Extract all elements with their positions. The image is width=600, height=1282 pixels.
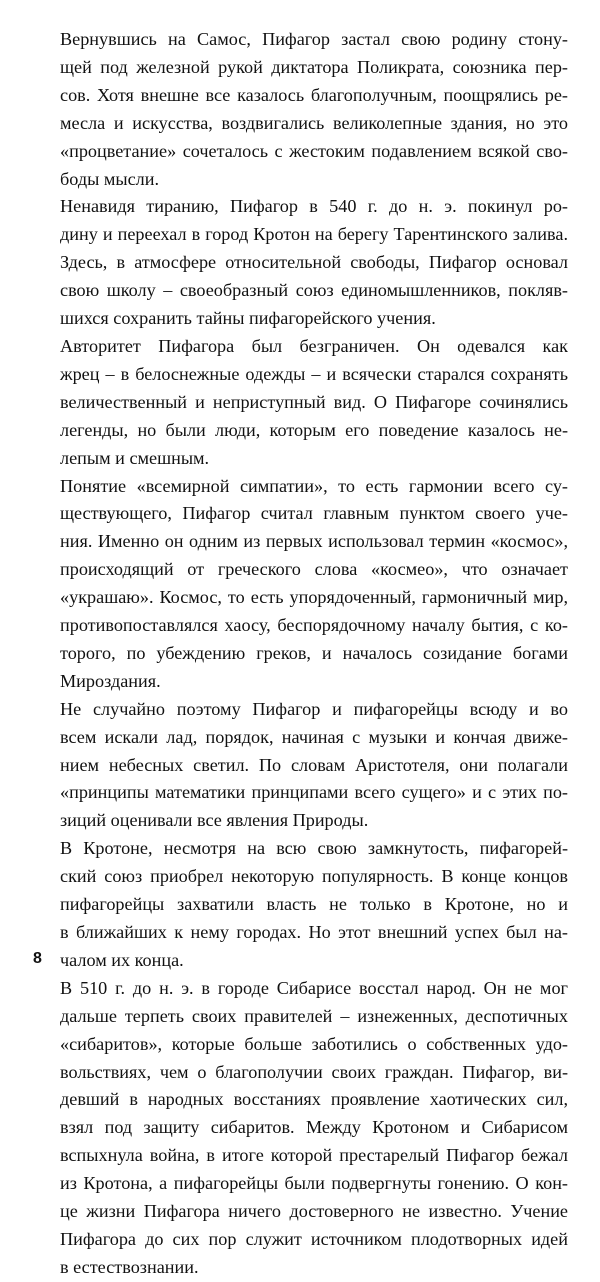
text-line: девший в народных восстаниях проявление хаотических сил, (60, 1089, 568, 1110)
text-line: Вернувшись на Самос, Пифагор застал свою родину стону- (60, 29, 568, 49)
text-line: противопоставлялся хаосу, беспорядочному началу бытия, с ко- (60, 615, 568, 636)
text-line: жрец – в белоснежные одежды – и всячески старался сохранять (60, 363, 568, 384)
text-line: свою школу – своеобразный союз единомышленников, покляв- (60, 280, 568, 301)
text-line: дальше терпеть своих правителей – изнеженных, деспотичных (60, 1005, 568, 1026)
text-line: легенды, но были люди, которым его поведение казалось не- (60, 419, 568, 440)
paragraph-1 (32, 26, 568, 193)
text-line: Авторитет Пифагора был безграничен. Он одевался как (60, 335, 568, 356)
text-line: шихся сохранить тайны пифагорейского учения. (60, 308, 436, 329)
text-line: нием небесных светил. По словам Аристотеля, они полагали (60, 754, 568, 775)
text-line: вспыхнула война, в итоге которой престарелый Пифагор бежал (60, 1145, 568, 1166)
text-line: «процветание» сочеталось с жестоким подавлением всякой сво- (60, 140, 568, 161)
text-line: Понятие «всемирной симпатии», то есть гармонии всего су- (60, 475, 568, 496)
text-line: ский союз приобрел некоторую популярность. В конце концов (60, 866, 568, 887)
text-line: В 510 г. до н. э. в городе Сибарисе восстал народ. Он не мог (60, 977, 568, 998)
text-line: Здесь, в атмосфере относительной свободы, Пифагор основал (60, 252, 568, 273)
text-line: боды мысли. (60, 168, 160, 189)
text-line: лепым и смешным. (60, 447, 210, 468)
text-line: взял под защиту сибаритов. Между Кротоном и Сибарисом (60, 1117, 568, 1138)
text-line: величественный и неприступный вид. О Пифагоре сочинялись (60, 391, 568, 412)
text-line: Не случайно поэтому Пифагор и пифагорейцы всюду и во (60, 698, 568, 719)
text-line: Мироздания. (60, 670, 161, 691)
text-line: «украшаю». Космос, то есть упорядоченный, гармоничный мир, (60, 587, 568, 608)
text-line: чалом их конца. (60, 949, 184, 970)
text-line: вольствиях, чем о благополучии своих граждан. Пифагор, ви- (60, 1061, 568, 1082)
page-number: 8 (33, 950, 42, 967)
paragraph-2 (32, 193, 568, 333)
text-line: «сибаритов», которые больше заботились о собственных удо- (60, 1033, 568, 1054)
text-line: происходящий от греческого слова «космео», что означает (60, 559, 568, 580)
text-line: зиций оценивали все явления Природы. (60, 810, 369, 831)
text-line: сов. Хотя внешне все казалось благополучным, поощрялись ре- (60, 84, 568, 105)
text-line: пифагорейцы захватили власть не только в Кротоне, но и (60, 894, 568, 915)
text-line: дину и переехал в город Кротон на берегу Тарентинского залива. (60, 224, 568, 245)
paragraph-5 (32, 696, 568, 836)
text-line: щей под железной рукой диктатора Поликрата, союзника пер- (60, 56, 568, 77)
text-line: в ближайших к нему городах. Но этот внешний успех был на- (60, 922, 568, 942)
paragraph-6 (32, 835, 568, 975)
paragraph-7 (32, 975, 568, 1282)
text-line: месла и искусства, воздвигались великолепные здания, но это (60, 112, 568, 133)
text-line: це жизни Пифагора ничего достоверного не известно. Учение (60, 1201, 568, 1222)
paragraph-3 (32, 333, 568, 473)
body-text (32, 26, 568, 1282)
text-line: В Кротоне, несмотря на всю свою замкнутость, пифагорей- (60, 838, 568, 859)
text-line: в естествознании. (60, 1256, 199, 1277)
text-line: из Кротона, а пифагорейцы были подвергнуты гонению. О кон- (60, 1173, 568, 1194)
text-line: «принципы математики принципами всего сущего» и с этих по- (60, 782, 568, 803)
text-line: всем искали лад, порядок, начиная с музыки и кончая движе- (60, 726, 568, 747)
text-line: Пифагора до сих пор служит источником плодотворных идей (60, 1228, 568, 1249)
paragraph-4 (32, 473, 568, 696)
text-line: Ненавидя тиранию, Пифагор в 540 г. до н. э. покинул ро- (60, 196, 568, 217)
text-line: торого, по убеждению греков, и началось созидание богами (60, 642, 568, 663)
text-line: ния. Именно он одним из первых использовал термин «космос», (60, 531, 568, 552)
text-line: ществующего, Пифагор считал главным пунктом своего уче- (60, 503, 568, 524)
